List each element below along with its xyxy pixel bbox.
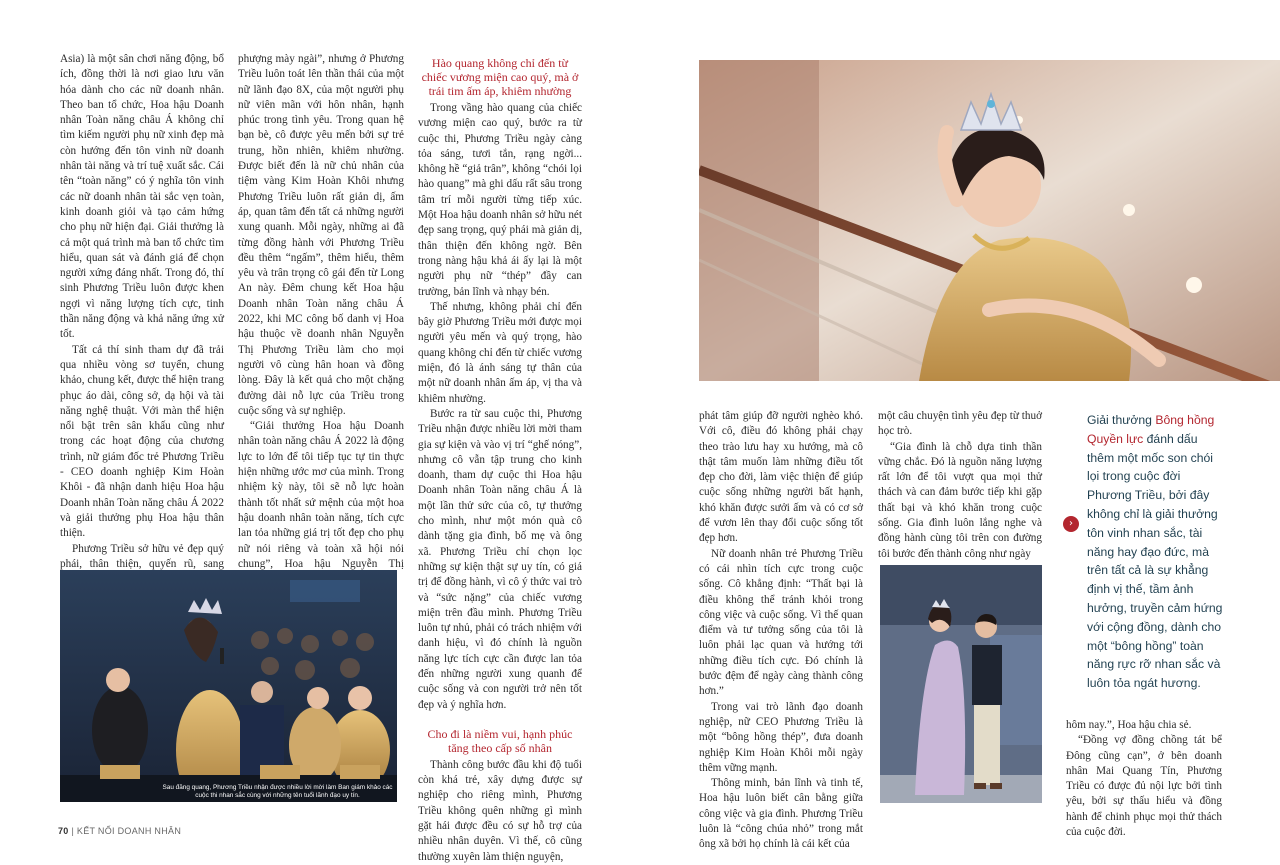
paragraph: phượng mày ngài”, nhưng ở Phương Triều luôn toát lên thần thái của một nữ lãnh đạo 8X, của một người phụ nữ viên mãn với hôn nhân, hạnh phúc trong tình yêu. Trong quan hệ bạn bè, cô được yêu mến bởi sự trẻ trung, hồn nhiên, khiêm nhường. Được biết đến là nữ chủ nhân của tiệm vàng Kim Hoàn Khôi nhưng Phương Triều luôn rất giản dị, ấm áp, quan tâm đến tất cả những người xung quanh. Mỗi ngày, những ai đã từng đồng hành với Phương Triều đều thêm “ngấm”, thêm hiểu, thêm yêu và trân trọng cô gái đến từ Long An này. Đêm chung kết Hoa hậu Doanh nhân Toàn năng châu Á 2022, khi MC công bố danh vị Hoa hậu thuộc về doanh nhân Nguyễn Thị Phương Triều làm cho mọi người vô cùng hân hoan và đồng lòng. Đây là kết quả cho một chặng đường dài nỗ lực của Triều trong cuộc sống và sự nghiệp. (238, 53, 404, 417)
paragraph: “Gia đình là chỗ dựa tinh thần vững chắc. Đó là nguồn năng lượng rất lớn để tôi vượt qua mọi thử thách và can đảm bước tiếp khi gặp thất bại và khó khăn trong cuộc sống. Gia đình luôn lắng nghe và đồng hành cùng tôi trên con đường tôi bước đến thành công như ngày (878, 440, 1042, 560)
paragraph: Thành công bước đầu khi độ tuổi còn khá trẻ, xây dựng được sự nghiệp cho riêng mình, Phương Triều không quên những gì mình gặt hái được đều có sự hỗ trợ của nhiều nhân duyên. Vì thế, cô cũng thường xuyên làm thiện nguyện, (418, 758, 582, 863)
paragraph: phát tâm giúp đỡ người nghèo khó. Với cô, điều đó không phải chạy theo trào lưu hay xu hướng, mà cô thật tâm muốn làm những điều tốt đẹp cho đời, làm việc thiện để giúp cuộc sống những người bất hạnh, khó khăn được sưởi ấm và có cơ sở để vươn lên thay đổi cuộc sống tốt đẹp hơn. (699, 410, 863, 545)
article-column-1 (60, 52, 224, 603)
paragraph: một câu chuyện tình yêu đẹp từ thuở học trò. (878, 410, 1042, 438)
crowned-portrait-illustration (699, 60, 1280, 381)
paragraph: Trong vai trò lãnh đạo doanh nghiệp, nữ CEO Phương Triều là một “bông hồng thép”, đưa doanh nghiệp Kim Hoàn Khôi mỗi ngày thêm vững mạnh. (699, 700, 863, 774)
paragraph: Trong vầng hào quang của chiếc vương miện cao quý, bước ra từ cuộc thi, Phương Triều ngày càng tỏa sáng, tươi tắn, rạng ngời... không hề “giả trân”, không “chói lọi hào quang” mà ghi dấu rất sâu trong tâm trí mỗi người từng tiếp xúc. Một Hoa hậu doanh nhân sở hữu nét đẹp sang trọng, quý phái mà giản dị, thân thiện đến không ngờ. Bên trong nàng hậu khả ái ấy lại là một người phụ nữ “thép” đầy can trường, bản lĩnh và nhạy bén. (418, 102, 582, 298)
paragraph: Phương Triều sở hữu vẻ đẹp quý phái, thân thiện, quyến rũ, sang (60, 542, 224, 570)
paragraph: Tất cả thí sinh tham dự đã trải qua nhiều vòng sơ tuyển, chung khảo, chung kết, được thể hiện trang phục áo dài, công sở, dạ hội và tài năng nghệ thuật. Với màn thể hiện nổi bật trên sân khấu cũng như trong các hoạt động của chương trình, nữ giám đốc trẻ Phương Triều - CEO doanh nghiệp Kim Hoàn Khôi - đã nhận danh hiệu Hoa hậu Doanh nhân Toàn năng châu Á 2022 và giải thưởng phụ Hoa hậu thân thiện. (60, 343, 224, 540)
article-column-3 (418, 52, 582, 865)
page-number: 70 (58, 826, 69, 836)
paragraph: Bước ra từ sau cuộc thi, Phương Triều nhận được nhiều lời mời tham gia sự kiện và vào vị trí “ghế nóng”, nhưng cô vẫn tập trung cho kinh doanh, tham dự cuộc thi Hoa hậu Doanh nhân Toàn năng châu Á là một lần thử sức của cô, tự thưởng cho mình, như một món quà cô dành tặng gia đình, bố mẹ và ông xã. Phương Triều chỉ chọn lọc những sự kiện thật sự uy tín, có giá trị để đồng hành, vì cô ý thức vai trò và “sức nặng” của chiếc vương miện trên đầu mình. Phương Triều luôn tự nhủ, phải có trách nhiệm với danh hiệu, vì đó chính là nguồn năng lực tích cực cần được lan tỏa đến những người xung quanh để cuộc sống và con người trở nên tốt đẹp và ý nghĩa hơn. (418, 407, 582, 711)
crowned-portrait-photo (699, 60, 1280, 381)
paragraph: Thế nhưng, không phải chỉ đến bây giờ Phương Triều mới được mọi người yêu mến và quý trọng, hào quang không chỉ đến từ chiếc vương miện, đó là ánh sáng tự thân của một nữ doanh nhân ấm áp, vị tha và khiêm nhường. (418, 300, 582, 405)
page-footer (58, 826, 181, 836)
couple-portrait-illustration (880, 565, 1042, 803)
section-heading: Hào quang không chỉ đến từ chiếc vương miện cao quý, mà ở trái tim ấm áp, khiêm nhường (421, 56, 579, 98)
article-column-6 (1066, 718, 1222, 840)
photo-caption (160, 784, 395, 800)
judges-panel-photo (60, 570, 397, 802)
photo-caption-line2: cuộc thi nhan sắc cùng với những tên tuổi lãnh đạo uy tín. (195, 792, 360, 799)
pull-quote-post: đánh dấu thêm một mốc son chói lọi trong cuộc đời Phương Triều, bởi đây không chỉ là giải thưởng tôn vinh nhan sắc, tài năng hay đạo đức, mà trên tất cả là sự khẳng định vị thế, tầm ảnh hưởng, truyền cảm hứng với cộng đồng, dành cho một “bông hồng” toàn năng rực rỡ nhan sắc và luôn tỏa ngát hương. (1087, 431, 1223, 691)
paragraph: “Giải thưởng Hoa hậu Doanh nhân toàn năng châu Á 2022 là động lực to lớn để tôi tiếp tục tự tin thực hiện những ước mơ của mình. Trong nhiệm kỳ này, tôi sẽ nỗ lực hoàn thành tốt nhất sứ mệnh của một hoa hậu doanh nhân toàn năng, tích cực lan tỏa những giá trị tốt đẹp cho phụ nữ nói riêng và toàn xã hội nói chung”, Hoa hậu Nguyễn Thị (238, 420, 404, 570)
magazine-name: KẾT NỐI DOANH NHÂN (76, 826, 182, 836)
pull-quote (1087, 411, 1227, 693)
footer-separator: | (71, 826, 75, 836)
paragraph: Nữ doanh nhân trẻ Phương Triều có cái nhìn tích cực trong cuộc sống. Cô khẳng định: “Thất bại là điều không thể tránh khỏi trong công việc và cuộc sống. Vì thế quan điểm và tư tưởng sống của tôi là luôn phải lạc quan và hướng tới những điều tích cực. Đó chính là bước đệm để ngày càng thành công hơn.” (699, 547, 863, 698)
couple-portrait-photo (880, 565, 1042, 803)
section-heading: Cho đi là niềm vui, hạnh phúc tăng theo cấp số nhân (427, 726, 573, 755)
judges-panel-illustration (60, 570, 397, 802)
paragraph: Asia) là một sân chơi năng động, bổ ích, đồng thời là nơi giao lưu văn hóa dành cho các nữ doanh nhân. Theo ban tổ chức, Hoa hậu Doanh nhân Toàn năng châu Á không chỉ tìm kiếm người phụ nữ xinh đẹp mà còn hướng đến tôn vinh nữ doanh nhân tài năng và trí tuệ xuất sắc. Cái tên “toàn năng” có ý nghĩa tôn vinh các nữ doanh nhân tài sắc vẹn toàn, kinh doanh giỏi và tạo cảm hứng cho phụ nữ hiện đại. Giải thưởng là cả một quá trình mà ban tổ chức tìm hiểu, quan sát và đánh giá để chọn người xứng đáng nhất. Trong đó, thí sinh Phương Triều luôn được khen ngợi vì năng lượng tích cực, tinh thần năng động và khả năng ứng xử tốt. (60, 53, 224, 341)
pull-quote-highlight: Bông hồng Quyền lực (1087, 413, 1215, 446)
pull-quote-pre: Giải thưởng (1087, 413, 1156, 427)
article-column-5 (878, 409, 1042, 562)
article-column-4 (699, 409, 863, 853)
paragraph: Thông minh, bản lĩnh và tinh tế, Hoa hậu luôn biết cân bằng giữa công việc và gia đình. Phương Triều luôn là “công chúa nhỏ” trong mắt ông xã bởi họ chính là cái kết của (699, 777, 863, 851)
paragraph: “Đồng vợ đồng chồng tát bể Đông cũng cạn”, ở bên doanh nhân Mai Quang Tín, Phương Triều có được đủ nội lực bởi tình yêu, bởi sự thấu hiểu và đồng hành để chinh phục mọi thử thách của cuộc đời. (1066, 734, 1222, 839)
article-column-2 (238, 52, 404, 587)
paragraph: hôm nay.”, Hoa hậu chia sẻ. (1066, 719, 1192, 731)
photo-caption-line1: Sau đăng quang, Phương Triều nhận được nhiều lời mời làm Ban giám khảo các (162, 784, 393, 791)
chevron-right-icon: › (1063, 516, 1079, 532)
